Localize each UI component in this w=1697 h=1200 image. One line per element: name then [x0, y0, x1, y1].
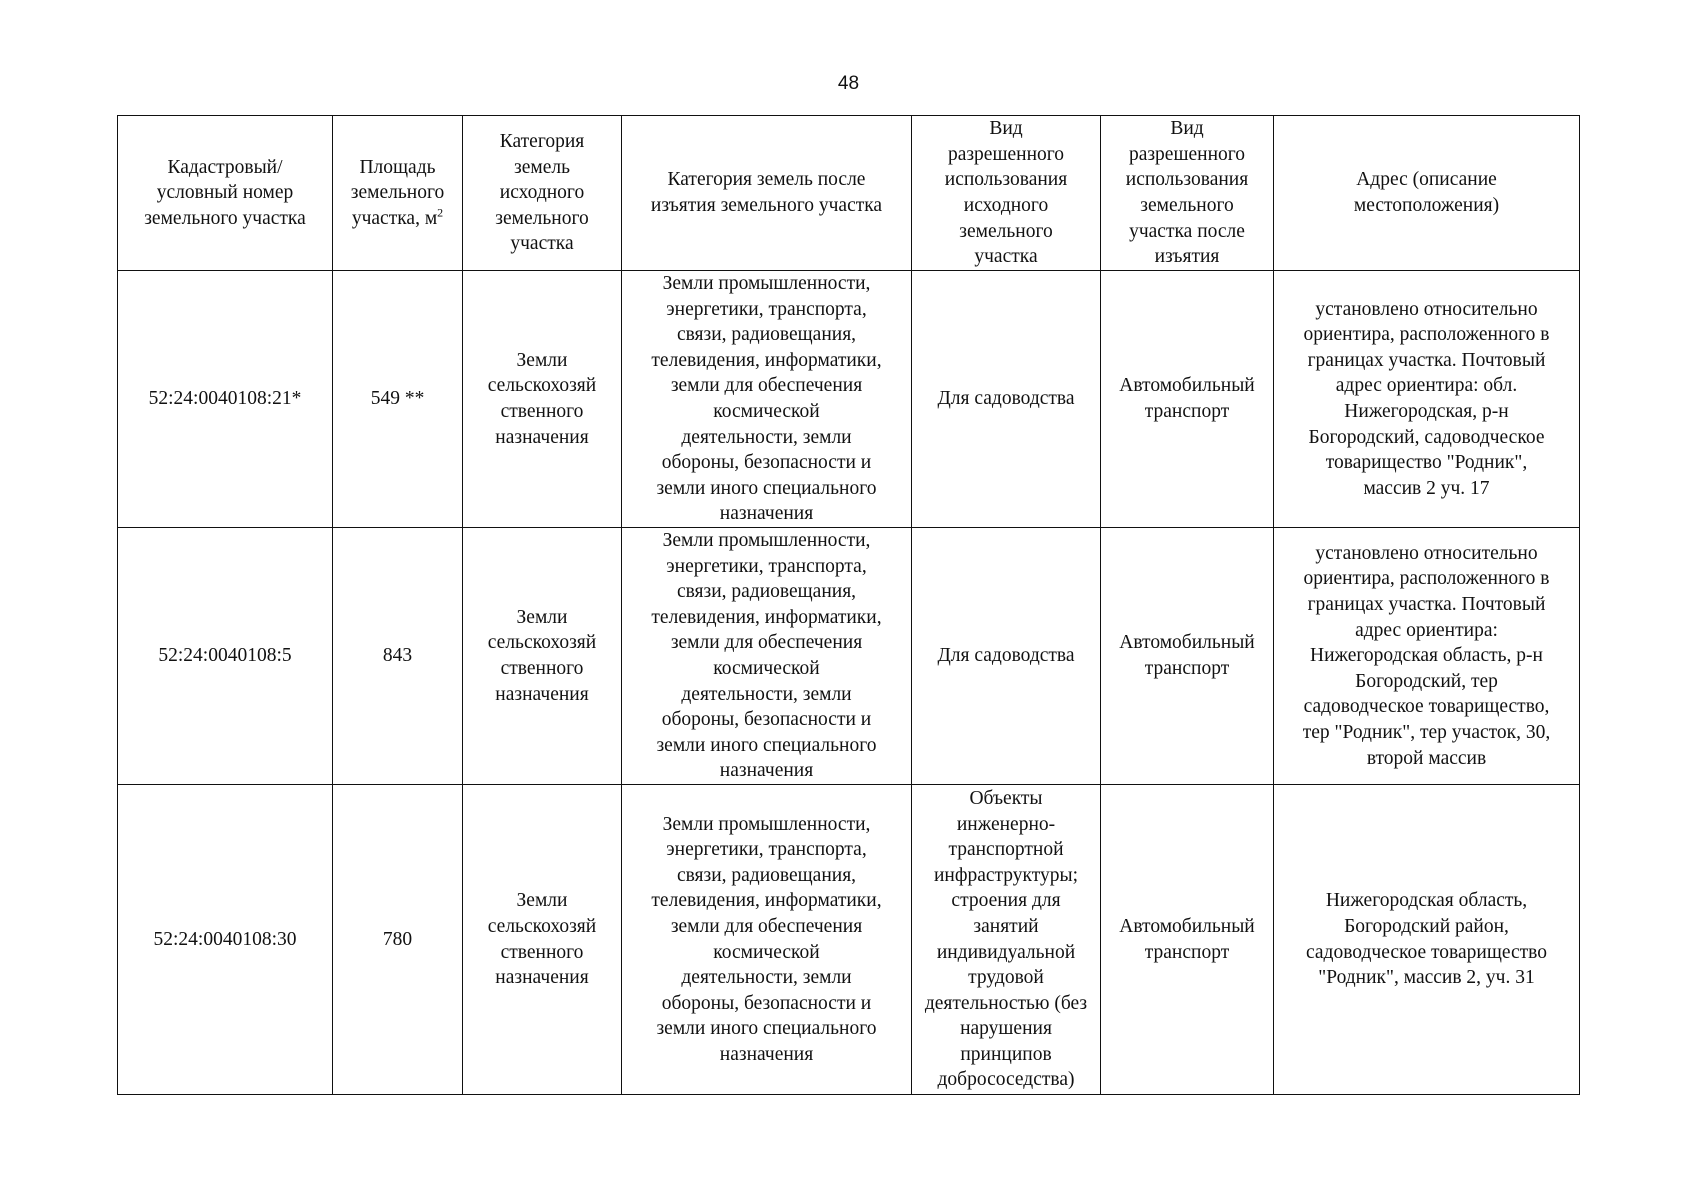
cell-area: 843 [333, 528, 463, 785]
cell-cadastral-number: 52:24:0040108:5 [118, 528, 333, 785]
header-address: Адрес (описание местоположения) [1274, 116, 1580, 271]
cell-category-source: Земли сельскохозяй ственного назначения [463, 271, 622, 528]
cell-use-source: Для садоводства [912, 271, 1101, 528]
cell-use-after: Автомобильный транспорт [1101, 785, 1274, 1095]
table-header-row [118, 116, 1580, 271]
cell-category-after: Земли промышленности, энергетики, транспорта, связи, радиовещания, телевидения, информатики, земли для обеспечения космической деятельности, земли обороны, безопасности и земли иного специального назначения [622, 785, 912, 1095]
page-number: 48 [837, 73, 860, 94]
cell-use-source: Объекты инженерно- транспортной инфраструктуры; строения для занятий индивидуальной трудовой деятельностью (без нарушения принципов добрососедства) [912, 785, 1101, 1095]
cell-use-source: Для садоводства [912, 528, 1101, 785]
cell-address: Нижегородская область, Богородский район, садоводческое товарищество "Родник", массив 2, уч. 31 [1274, 785, 1580, 1095]
table-row [118, 785, 1580, 1095]
header-category-after: Категория земель после изъятия земельного участка [622, 116, 912, 271]
table-row [118, 271, 1580, 528]
header-category-source: Категория земель исходного земельного участка [463, 116, 622, 271]
header-area-label: Площадь земельного участка, м [350, 156, 445, 229]
cell-category-source: Земли сельскохозяй ственного назначения [463, 528, 622, 785]
cell-address: установлено относительно ориентира, расположенного в границах участка. Почтовый адрес ориентира: обл. Нижегородская, р-н Богородский, садоводческое товарищество "Родник", массив 2 уч. 17 [1274, 271, 1580, 528]
header-use-source: Вид разрешенного использования исходного земельного участка [912, 116, 1101, 271]
header-area-superscript: 2 [437, 205, 444, 220]
cell-category-after: Земли промышленности, энергетики, транспорта, связи, радиовещания, телевидения, информатики, земли для обеспечения космической деятельности, земли обороны, безопасности и земли иного специального назначения [622, 528, 912, 785]
cell-area: 780 [333, 785, 463, 1095]
cell-use-after: Автомобильный транспорт [1101, 528, 1274, 785]
cell-use-after: Автомобильный транспорт [1101, 271, 1274, 528]
cell-category-after: Земли промышленности, энергетики, транспорта, связи, радиовещания, телевидения, информатики, земли для обеспечения космической деятельности, земли обороны, безопасности и земли иного специального назначения [622, 271, 912, 528]
cell-cadastral-number: 52:24:0040108:21* [118, 271, 333, 528]
cell-area: 549 ** [333, 271, 463, 528]
cell-category-source: Земли сельскохозяй ственного назначения [463, 785, 622, 1095]
header-cadastral-number: Кадастровый/ условный номер земельного участка [118, 116, 333, 271]
header-area [333, 116, 463, 271]
cell-cadastral-number: 52:24:0040108:30 [118, 785, 333, 1095]
land-plots-table [117, 115, 1580, 1095]
table-row [118, 528, 1580, 785]
cell-address: установлено относительно ориентира, расположенного в границах участка. Почтовый адрес ориентира: Нижегородская область, р-н Богородский, тер садоводческое товарищество, тер "Родник", тер участок, 30, второй массив [1274, 528, 1580, 785]
header-use-after: Вид разрешенного использования земельного участка после изъятия [1101, 116, 1274, 271]
